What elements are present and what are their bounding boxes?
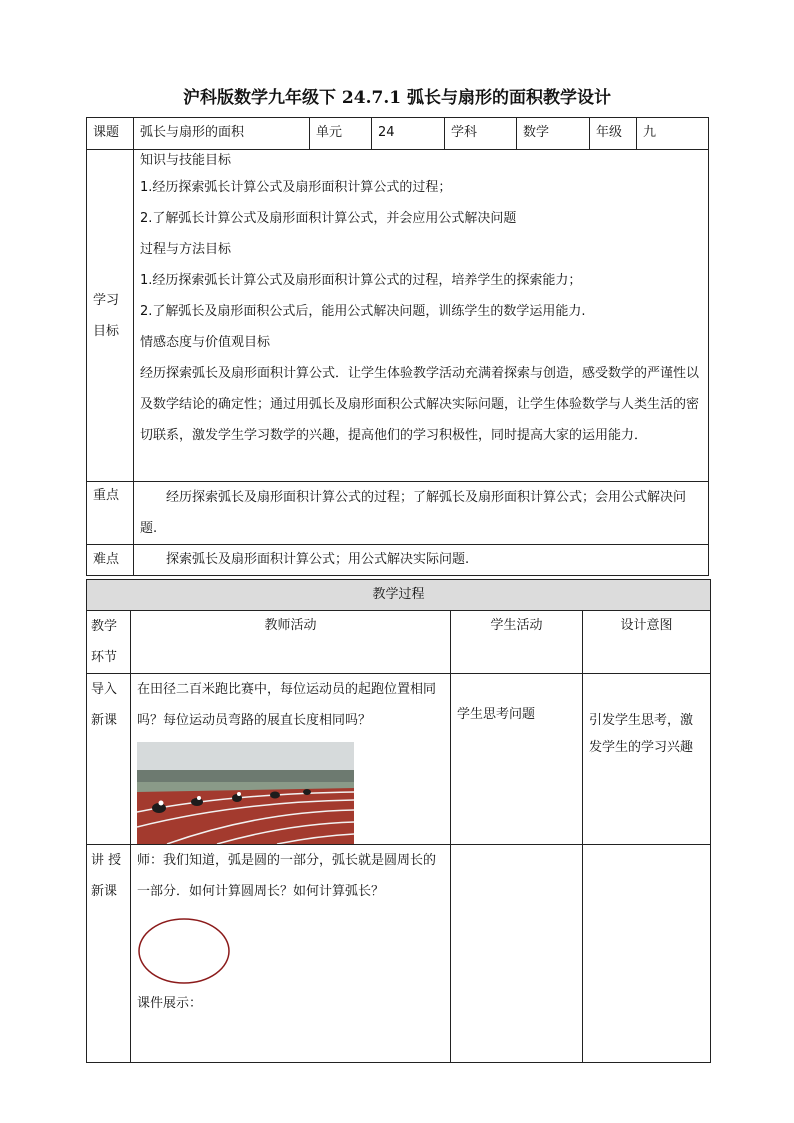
objectives-label-line1: 学习 (93, 292, 120, 308)
process-header-row (87, 611, 711, 674)
stage-teach (87, 845, 131, 1063)
objective-line: 1.经历探索弧长计算公式及扇形面积计算公式的过程，培养学生的探索能力； (140, 273, 582, 288)
difficulties-label: 难点 (87, 545, 134, 576)
unit-value: 24 (372, 118, 445, 150)
circle-figure (137, 917, 233, 987)
stage-intro-line1: 导入 (91, 682, 118, 697)
objective-line: 2.了解弧长计算公式及扇形面积计算公式，并会应用公式解决问题 (140, 211, 517, 226)
teacher-activity-teach (131, 845, 451, 1063)
objectives-content (134, 150, 709, 482)
objective-heading-process: 过程与方法目标 (140, 242, 232, 257)
objective-heading-emotion: 情感态度与价值观目标 (140, 335, 271, 350)
key-points-text: 经历探索弧长及扇形面积计算公式的过程；了解弧长及扇形面积计算公式；会用公式解决问题. (134, 482, 709, 545)
lesson-info-table (86, 117, 709, 576)
objective-line: 2.了解弧长及扇形面积公式后，能用公式解决问题，训练学生的数学运用能力. (140, 304, 586, 319)
stage-intro-line2: 新课 (91, 713, 118, 728)
course-label: 课题 (87, 118, 134, 150)
header-row (87, 118, 709, 150)
unit-label: 单元 (310, 118, 372, 150)
stage-teach-line1: 讲 授 (91, 853, 122, 868)
course-value: 弧长与扇形的面积 (134, 118, 310, 150)
key-points-label: 重点 (87, 482, 134, 545)
objective-paragraph: 经历探索弧长及扇形面积计算公式．让学生体验教学活动充满着探索与创造，感受数学的严谨性以及数学结论的确定性；通过用弧长及扇形面积公式解决实际问题，让学生体验数学与人类生活的密切联系，激发学生学习数学的兴趣，提高他们的学习积极性，同时提高大家的运用能力． (140, 366, 700, 443)
student-activity-intro: 学生思考问题 (451, 674, 583, 845)
subject-label: 学科 (445, 118, 517, 150)
process-row-intro (87, 674, 711, 845)
objectives-label (87, 150, 134, 482)
stage-intro (87, 674, 131, 845)
document-title: 沪科版数学九年级下 24.7.1 弧长与扇形的面积教学设计 (183, 88, 611, 108)
student-activity-teach (451, 845, 583, 1063)
grade-label: 年级 (590, 118, 637, 150)
teacher-text: 师：我们知道，弧是圆的一部分，弧长就是圆周长的一部分．如何计算圆周长？如何计算弧长？ (137, 853, 437, 899)
process-row-teach (87, 845, 711, 1063)
teacher-activity-intro (131, 674, 451, 845)
courseware-label: 课件展示： (137, 996, 203, 1011)
col-teacher-header: 教师活动 (131, 611, 451, 674)
objectives-row (87, 150, 709, 482)
objective-line: 1.经历探索弧长计算公式及扇形面积计算公式的过程； (140, 180, 452, 195)
process-title: 教学过程 (87, 580, 711, 611)
teaching-process-table (86, 579, 711, 1063)
difficulties-row (87, 545, 709, 576)
teacher-text: 在田径二百米跑比赛中，每位运动员的起跑位置相同吗？每位运动员弯路的展直长度相同吗？ (137, 682, 437, 728)
design-intent-intro: 引发学生思考，激发学生的学习兴趣 (583, 674, 711, 845)
design-intent-teach (583, 845, 711, 1063)
col-stage-line1: 教学 (91, 619, 118, 634)
process-title-row (87, 580, 711, 611)
col-student-header: 学生活动 (451, 611, 583, 674)
col-stage-line2: 环节 (91, 650, 118, 665)
grade-value: 九 (637, 118, 709, 150)
difficulties-text: 探索弧长及扇形面积计算公式；用公式解决实际问题. (134, 545, 709, 576)
stage-teach-line2: 新课 (91, 884, 118, 899)
objective-heading-knowledge: 知识与技能目标 (140, 153, 232, 168)
objectives-label-line2: 目标 (93, 323, 120, 339)
col-intent-header: 设计意图 (583, 611, 711, 674)
key-points-row (87, 482, 709, 545)
subject-value: 数学 (517, 118, 590, 150)
running-track-photo (137, 742, 354, 844)
col-stage-header (87, 611, 131, 674)
